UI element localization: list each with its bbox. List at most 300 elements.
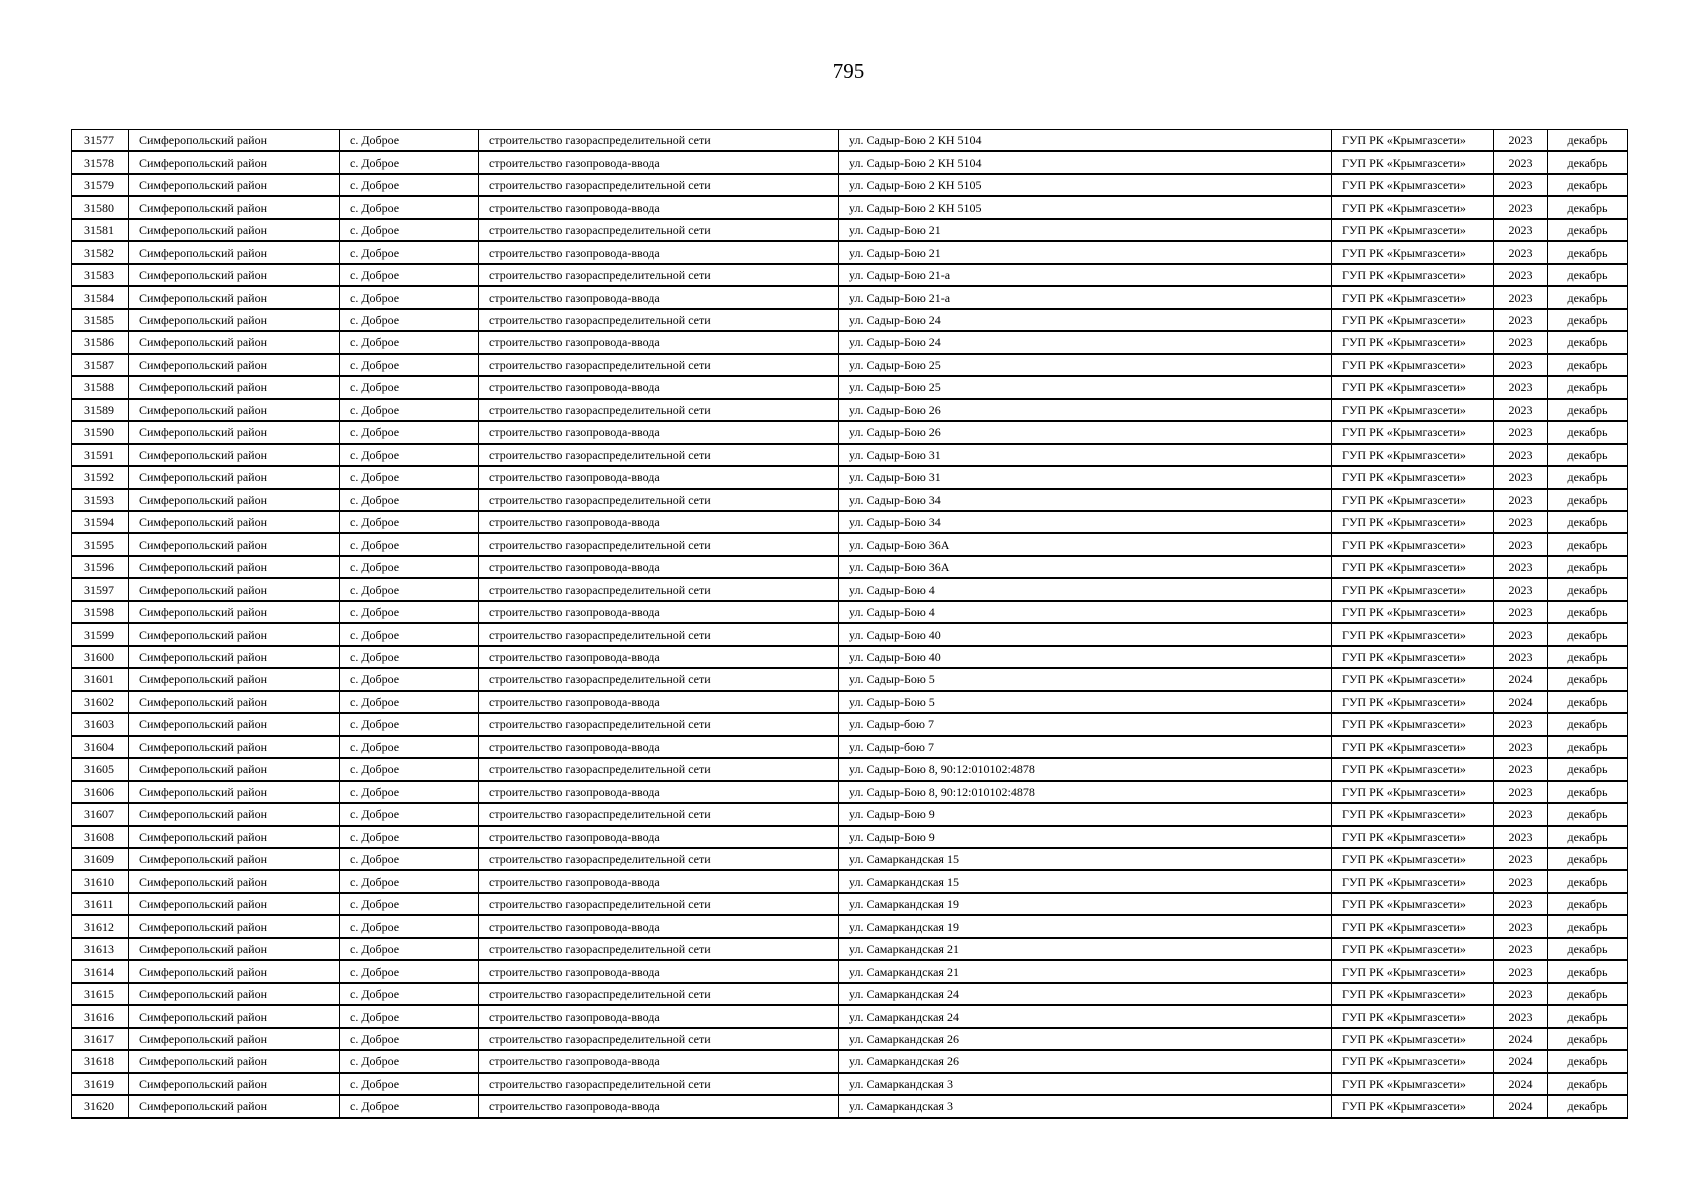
work-type-cell: строительство газопровода-ввода xyxy=(479,1050,839,1072)
row-number-cell: 31616 xyxy=(72,1005,129,1027)
organization-cell: ГУП РК «Крымгазсети» xyxy=(1332,960,1494,982)
organization-cell: ГУП РК «Крымгазсети» xyxy=(1332,1073,1494,1095)
locality-cell: с. Доброе xyxy=(340,601,479,623)
month-cell: декабрь xyxy=(1548,309,1628,331)
year-cell: 2024 xyxy=(1494,1028,1548,1050)
work-type-cell: строительство газопровода-ввода xyxy=(479,915,839,937)
organization-cell: ГУП РК «Крымгазсети» xyxy=(1332,915,1494,937)
district-cell: Симферопольский район xyxy=(129,421,340,443)
table-row xyxy=(72,1028,1628,1050)
work-type-cell: строительство газопровода-ввода xyxy=(479,960,839,982)
address-cell: ул. Садыр-Бою 2 КН 5105 xyxy=(839,174,1332,196)
district-cell: Симферопольский район xyxy=(129,556,340,578)
district-cell: Симферопольский район xyxy=(129,1050,340,1072)
work-type-cell: строительство газопровода-ввода xyxy=(479,511,839,533)
work-type-cell: строительство газораспределительной сети xyxy=(479,219,839,241)
work-type-cell: строительство газопровода-ввода xyxy=(479,286,839,308)
organization-cell: ГУП РК «Крымгазсети» xyxy=(1332,331,1494,353)
work-type-cell: строительство газопровода-ввода xyxy=(479,241,839,263)
locality-cell: с. Доброе xyxy=(340,130,479,152)
district-cell: Симферопольский район xyxy=(129,646,340,668)
row-number-cell: 31605 xyxy=(72,758,129,780)
year-cell: 2023 xyxy=(1494,781,1548,803)
district-cell: Симферопольский район xyxy=(129,915,340,937)
address-cell: ул. Самаркандская 3 xyxy=(839,1073,1332,1095)
row-number-cell: 31614 xyxy=(72,960,129,982)
locality-cell: с. Доброе xyxy=(340,915,479,937)
organization-cell: ГУП РК «Крымгазсети» xyxy=(1332,1028,1494,1050)
organization-cell: ГУП РК «Крымгазсети» xyxy=(1332,151,1494,173)
address-cell: ул. Садыр-Бою 26 xyxy=(839,421,1332,443)
district-cell: Симферопольский район xyxy=(129,196,340,218)
organization-cell: ГУП РК «Крымгазсети» xyxy=(1332,983,1494,1005)
district-cell: Симферопольский район xyxy=(129,466,340,488)
work-type-cell: строительство газопровода-ввода xyxy=(479,151,839,173)
work-type-cell: строительство газораспределительной сети xyxy=(479,309,839,331)
organization-cell: ГУП РК «Крымгазсети» xyxy=(1332,399,1494,421)
year-cell: 2024 xyxy=(1494,1073,1548,1095)
organization-cell: ГУП РК «Крымгазсети» xyxy=(1332,736,1494,758)
locality-cell: с. Доброе xyxy=(340,309,479,331)
district-cell: Симферопольский район xyxy=(129,1005,340,1027)
work-type-cell: строительство газопровода-ввода xyxy=(479,781,839,803)
district-cell: Симферопольский район xyxy=(129,803,340,825)
row-number-cell: 31595 xyxy=(72,533,129,555)
year-cell: 2024 xyxy=(1494,1095,1548,1117)
table-row xyxy=(72,623,1628,645)
month-cell: декабрь xyxy=(1548,264,1628,286)
table-row xyxy=(72,399,1628,421)
district-cell: Симферопольский район xyxy=(129,1095,340,1117)
locality-cell: с. Доброе xyxy=(340,960,479,982)
month-cell: декабрь xyxy=(1548,489,1628,511)
organization-cell: ГУП РК «Крымгазсети» xyxy=(1332,938,1494,960)
table-row xyxy=(72,646,1628,668)
locality-cell: с. Доброе xyxy=(340,174,479,196)
table-row xyxy=(72,915,1628,937)
address-cell: ул. Садыр-Бою 25 xyxy=(839,376,1332,398)
month-cell: декабрь xyxy=(1548,691,1628,713)
address-cell: ул. Садыр-Бою 5 xyxy=(839,668,1332,690)
table-row xyxy=(72,826,1628,848)
table-row xyxy=(72,174,1628,196)
address-cell: ул. Самаркандская 26 xyxy=(839,1050,1332,1072)
district-cell: Симферопольский район xyxy=(129,713,340,735)
work-type-cell: строительство газораспределительной сети xyxy=(479,758,839,780)
locality-cell: с. Доброе xyxy=(340,893,479,915)
year-cell: 2023 xyxy=(1494,130,1548,152)
year-cell: 2023 xyxy=(1494,309,1548,331)
address-cell: ул. Самаркандская 26 xyxy=(839,1028,1332,1050)
work-type-cell: строительство газораспределительной сети xyxy=(479,264,839,286)
locality-cell: с. Доброе xyxy=(340,376,479,398)
work-type-cell: строительство газораспределительной сети xyxy=(479,1073,839,1095)
row-number-cell: 31584 xyxy=(72,286,129,308)
row-number-cell: 31607 xyxy=(72,803,129,825)
row-number-cell: 31611 xyxy=(72,893,129,915)
locality-cell: с. Доброе xyxy=(340,578,479,600)
district-cell: Симферопольский район xyxy=(129,174,340,196)
address-cell: ул. Садыр-Бою 26 xyxy=(839,399,1332,421)
locality-cell: с. Доброе xyxy=(340,713,479,735)
month-cell: декабрь xyxy=(1548,668,1628,690)
year-cell: 2023 xyxy=(1494,601,1548,623)
month-cell: декабрь xyxy=(1548,646,1628,668)
organization-cell: ГУП РК «Крымгазсети» xyxy=(1332,803,1494,825)
organization-cell: ГУП РК «Крымгазсети» xyxy=(1332,713,1494,735)
organization-cell: ГУП РК «Крымгазсети» xyxy=(1332,601,1494,623)
year-cell: 2023 xyxy=(1494,578,1548,600)
address-cell: ул. Садыр-Бою 8, 90:12:010102:4878 xyxy=(839,781,1332,803)
year-cell: 2023 xyxy=(1494,241,1548,263)
month-cell: декабрь xyxy=(1548,1028,1628,1050)
address-cell: ул. Садыр-Бою 31 xyxy=(839,466,1332,488)
table-row xyxy=(72,421,1628,443)
address-cell: ул. Самаркандская 15 xyxy=(839,870,1332,892)
locality-cell: с. Доброе xyxy=(340,286,479,308)
month-cell: декабрь xyxy=(1548,736,1628,758)
year-cell: 2024 xyxy=(1494,1050,1548,1072)
work-type-cell: строительство газопровода-ввода xyxy=(479,1005,839,1027)
work-type-cell: строительство газопровода-ввода xyxy=(479,646,839,668)
work-type-cell: строительство газораспределительной сети xyxy=(479,533,839,555)
work-type-cell: строительство газораспределительной сети xyxy=(479,1028,839,1050)
locality-cell: с. Доброе xyxy=(340,646,479,668)
row-number-cell: 31598 xyxy=(72,601,129,623)
row-number-cell: 31585 xyxy=(72,309,129,331)
year-cell: 2023 xyxy=(1494,826,1548,848)
table-row xyxy=(72,938,1628,960)
month-cell: декабрь xyxy=(1548,758,1628,780)
work-type-cell: строительство газораспределительной сети xyxy=(479,130,839,152)
year-cell: 2023 xyxy=(1494,511,1548,533)
locality-cell: с. Доброе xyxy=(340,1095,479,1117)
month-cell: декабрь xyxy=(1548,826,1628,848)
row-number-cell: 31620 xyxy=(72,1095,129,1117)
table-row xyxy=(72,309,1628,331)
year-cell: 2023 xyxy=(1494,713,1548,735)
organization-cell: ГУП РК «Крымгазсети» xyxy=(1332,1050,1494,1072)
row-number-cell: 31603 xyxy=(72,713,129,735)
organization-cell: ГУП РК «Крымгазсети» xyxy=(1332,511,1494,533)
work-type-cell: строительство газопровода-ввода xyxy=(479,736,839,758)
month-cell: декабрь xyxy=(1548,421,1628,443)
district-cell: Симферопольский район xyxy=(129,354,340,376)
row-number-cell: 31581 xyxy=(72,219,129,241)
locality-cell: с. Доброе xyxy=(340,511,479,533)
district-cell: Симферопольский район xyxy=(129,130,340,152)
organization-cell: ГУП РК «Крымгазсети» xyxy=(1332,826,1494,848)
table-row xyxy=(72,219,1628,241)
row-number-cell: 31599 xyxy=(72,623,129,645)
locality-cell: с. Доброе xyxy=(340,1005,479,1027)
table-row xyxy=(72,601,1628,623)
organization-cell: ГУП РК «Крымгазсети» xyxy=(1332,1095,1494,1117)
year-cell: 2023 xyxy=(1494,870,1548,892)
work-type-cell: строительство газораспределительной сети xyxy=(479,668,839,690)
work-type-cell: строительство газопровода-ввода xyxy=(479,196,839,218)
month-cell: декабрь xyxy=(1548,241,1628,263)
district-cell: Симферопольский район xyxy=(129,848,340,870)
work-type-cell: строительство газораспределительной сети xyxy=(479,848,839,870)
locality-cell: с. Доброе xyxy=(340,421,479,443)
organization-cell: ГУП РК «Крымгазсети» xyxy=(1332,781,1494,803)
district-cell: Симферопольский район xyxy=(129,151,340,173)
address-cell: ул. Самаркандская 24 xyxy=(839,1005,1332,1027)
month-cell: декабрь xyxy=(1548,444,1628,466)
row-number-cell: 31618 xyxy=(72,1050,129,1072)
organization-cell: ГУП РК «Крымгазсети» xyxy=(1332,219,1494,241)
address-cell: ул. Садыр-Бою 24 xyxy=(839,309,1332,331)
district-cell: Симферопольский район xyxy=(129,938,340,960)
month-cell: декабрь xyxy=(1548,399,1628,421)
district-cell: Симферопольский район xyxy=(129,623,340,645)
address-cell: ул. Садыр-Бою 4 xyxy=(839,601,1332,623)
organization-cell: ГУП РК «Крымгазсети» xyxy=(1332,1005,1494,1027)
locality-cell: с. Доброе xyxy=(340,1073,479,1095)
row-number-cell: 31588 xyxy=(72,376,129,398)
address-cell: ул. Садыр-Бою 40 xyxy=(839,646,1332,668)
address-cell: ул. Садыр-Бою 21 xyxy=(839,241,1332,263)
district-cell: Симферопольский район xyxy=(129,444,340,466)
work-type-cell: строительство газопровода-ввода xyxy=(479,421,839,443)
address-cell: ул. Самаркандская 21 xyxy=(839,938,1332,960)
year-cell: 2024 xyxy=(1494,691,1548,713)
organization-cell: ГУП РК «Крымгазсети» xyxy=(1332,533,1494,555)
locality-cell: с. Доброе xyxy=(340,1028,479,1050)
organization-cell: ГУП РК «Крымгазсети» xyxy=(1332,466,1494,488)
address-cell: ул. Садыр-Бою 9 xyxy=(839,826,1332,848)
address-cell: ул. Садыр-Бою 2 КН 5104 xyxy=(839,151,1332,173)
year-cell: 2023 xyxy=(1494,893,1548,915)
work-type-cell: строительство газораспределительной сети xyxy=(479,354,839,376)
district-cell: Симферопольский район xyxy=(129,331,340,353)
address-cell: ул. Самаркандская 15 xyxy=(839,848,1332,870)
row-number-cell: 31617 xyxy=(72,1028,129,1050)
month-cell: декабрь xyxy=(1548,938,1628,960)
address-cell: ул. Садыр-бою 7 xyxy=(839,713,1332,735)
month-cell: декабрь xyxy=(1548,511,1628,533)
locality-cell: с. Доброе xyxy=(340,489,479,511)
table-row xyxy=(72,241,1628,263)
organization-cell: ГУП РК «Крымгазсети» xyxy=(1332,286,1494,308)
organization-cell: ГУП РК «Крымгазсети» xyxy=(1332,870,1494,892)
row-number-cell: 31600 xyxy=(72,646,129,668)
month-cell: декабрь xyxy=(1548,713,1628,735)
table-row xyxy=(72,151,1628,173)
address-cell: ул. Самаркандская 3 xyxy=(839,1095,1332,1117)
year-cell: 2023 xyxy=(1494,421,1548,443)
row-number-cell: 31602 xyxy=(72,691,129,713)
table-row xyxy=(72,489,1628,511)
district-cell: Симферопольский район xyxy=(129,533,340,555)
organization-cell: ГУП РК «Крымгазсети» xyxy=(1332,264,1494,286)
work-type-cell: строительство газопровода-ввода xyxy=(479,601,839,623)
district-cell: Симферопольский район xyxy=(129,601,340,623)
locality-cell: с. Доброе xyxy=(340,668,479,690)
table-row xyxy=(72,848,1628,870)
row-number-cell: 31580 xyxy=(72,196,129,218)
row-number-cell: 31596 xyxy=(72,556,129,578)
month-cell: декабрь xyxy=(1548,556,1628,578)
month-cell: декабрь xyxy=(1548,533,1628,555)
year-cell: 2023 xyxy=(1494,376,1548,398)
organization-cell: ГУП РК «Крымгазсети» xyxy=(1332,668,1494,690)
table-body xyxy=(72,130,1628,1118)
locality-cell: с. Доброе xyxy=(340,938,479,960)
district-cell: Симферопольский район xyxy=(129,309,340,331)
month-cell: декабрь xyxy=(1548,781,1628,803)
row-number-cell: 31582 xyxy=(72,241,129,263)
month-cell: декабрь xyxy=(1548,1073,1628,1095)
table-row xyxy=(72,758,1628,780)
address-cell: ул. Самаркандская 21 xyxy=(839,960,1332,982)
locality-cell: с. Доброе xyxy=(340,736,479,758)
month-cell: декабрь xyxy=(1548,286,1628,308)
row-number-cell: 31591 xyxy=(72,444,129,466)
work-type-cell: строительство газораспределительной сети xyxy=(479,578,839,600)
district-cell: Симферопольский район xyxy=(129,758,340,780)
table-row xyxy=(72,668,1628,690)
table-row xyxy=(72,511,1628,533)
month-cell: декабрь xyxy=(1548,623,1628,645)
row-number-cell: 31608 xyxy=(72,826,129,848)
row-number-cell: 31601 xyxy=(72,668,129,690)
table-row xyxy=(72,466,1628,488)
row-number-cell: 31579 xyxy=(72,174,129,196)
year-cell: 2023 xyxy=(1494,466,1548,488)
district-cell: Симферопольский район xyxy=(129,511,340,533)
year-cell: 2023 xyxy=(1494,1005,1548,1027)
table-row xyxy=(72,1005,1628,1027)
work-type-cell: строительство газораспределительной сети xyxy=(479,983,839,1005)
organization-cell: ГУП РК «Крымгазсети» xyxy=(1332,130,1494,152)
locality-cell: с. Доброе xyxy=(340,848,479,870)
locality-cell: с. Доброе xyxy=(340,870,479,892)
address-cell: ул. Садыр-Бою 34 xyxy=(839,511,1332,533)
year-cell: 2023 xyxy=(1494,151,1548,173)
organization-cell: ГУП РК «Крымгазсети» xyxy=(1332,489,1494,511)
work-type-cell: строительство газораспределительной сети xyxy=(479,399,839,421)
row-number-cell: 31586 xyxy=(72,331,129,353)
district-cell: Симферопольский район xyxy=(129,578,340,600)
row-number-cell: 31610 xyxy=(72,870,129,892)
register-table xyxy=(71,129,1628,1119)
organization-cell: ГУП РК «Крымгазсети» xyxy=(1332,376,1494,398)
district-cell: Симферопольский район xyxy=(129,826,340,848)
address-cell: ул. Садыр-Бою 25 xyxy=(839,354,1332,376)
locality-cell: с. Доброе xyxy=(340,399,479,421)
year-cell: 2023 xyxy=(1494,960,1548,982)
year-cell: 2023 xyxy=(1494,938,1548,960)
address-cell: ул. Садыр-Бою 36А xyxy=(839,533,1332,555)
district-cell: Симферопольский район xyxy=(129,489,340,511)
locality-cell: с. Доброе xyxy=(340,623,479,645)
work-type-cell: строительство газопровода-ввода xyxy=(479,466,839,488)
row-number-cell: 31577 xyxy=(72,130,129,152)
address-cell: ул. Садыр-Бою 2 КН 5104 xyxy=(839,130,1332,152)
address-cell: ул. Садыр-Бою 40 xyxy=(839,623,1332,645)
district-cell: Симферопольский район xyxy=(129,893,340,915)
work-type-cell: строительство газораспределительной сети xyxy=(479,489,839,511)
row-number-cell: 31613 xyxy=(72,938,129,960)
table-row xyxy=(72,736,1628,758)
locality-cell: с. Доброе xyxy=(340,983,479,1005)
month-cell: декабрь xyxy=(1548,196,1628,218)
work-type-cell: строительство газораспределительной сети xyxy=(479,938,839,960)
row-number-cell: 31578 xyxy=(72,151,129,173)
organization-cell: ГУП РК «Крымгазсети» xyxy=(1332,691,1494,713)
row-number-cell: 31619 xyxy=(72,1073,129,1095)
district-cell: Симферопольский район xyxy=(129,691,340,713)
year-cell: 2023 xyxy=(1494,803,1548,825)
work-type-cell: строительство газораспределительной сети xyxy=(479,713,839,735)
work-type-cell: строительство газопровода-ввода xyxy=(479,331,839,353)
month-cell: декабрь xyxy=(1548,376,1628,398)
month-cell: декабрь xyxy=(1548,219,1628,241)
year-cell: 2023 xyxy=(1494,533,1548,555)
organization-cell: ГУП РК «Крымгазсети» xyxy=(1332,646,1494,668)
locality-cell: с. Доброе xyxy=(340,533,479,555)
month-cell: декабрь xyxy=(1548,354,1628,376)
locality-cell: с. Доброе xyxy=(340,803,479,825)
table-row xyxy=(72,578,1628,600)
row-number-cell: 31589 xyxy=(72,399,129,421)
month-cell: декабрь xyxy=(1548,151,1628,173)
organization-cell: ГУП РК «Крымгазсети» xyxy=(1332,421,1494,443)
month-cell: декабрь xyxy=(1548,1005,1628,1027)
district-cell: Симферопольский район xyxy=(129,219,340,241)
address-cell: ул. Садыр-Бою 9 xyxy=(839,803,1332,825)
organization-cell: ГУП РК «Крымгазсети» xyxy=(1332,309,1494,331)
year-cell: 2023 xyxy=(1494,983,1548,1005)
month-cell: декабрь xyxy=(1548,331,1628,353)
month-cell: декабрь xyxy=(1548,1050,1628,1072)
organization-cell: ГУП РК «Крымгазсети» xyxy=(1332,578,1494,600)
month-cell: декабрь xyxy=(1548,601,1628,623)
month-cell: декабрь xyxy=(1548,130,1628,152)
locality-cell: с. Доброе xyxy=(340,264,479,286)
year-cell: 2023 xyxy=(1494,196,1548,218)
work-type-cell: строительство газораспределительной сети xyxy=(479,623,839,645)
row-number-cell: 31612 xyxy=(72,915,129,937)
table-row xyxy=(72,533,1628,555)
locality-cell: с. Доброе xyxy=(340,781,479,803)
year-cell: 2024 xyxy=(1494,668,1548,690)
table-row xyxy=(72,286,1628,308)
locality-cell: с. Доброе xyxy=(340,556,479,578)
district-cell: Симферопольский район xyxy=(129,399,340,421)
address-cell: ул. Садыр-Бою 36А xyxy=(839,556,1332,578)
table-row xyxy=(72,713,1628,735)
table-row xyxy=(72,983,1628,1005)
locality-cell: с. Доброе xyxy=(340,331,479,353)
month-cell: декабрь xyxy=(1548,893,1628,915)
table-row xyxy=(72,264,1628,286)
district-cell: Симферопольский район xyxy=(129,668,340,690)
table-row xyxy=(72,1095,1628,1117)
district-cell: Симферопольский район xyxy=(129,781,340,803)
address-cell: ул. Садыр-бою 7 xyxy=(839,736,1332,758)
district-cell: Симферопольский район xyxy=(129,870,340,892)
table-row xyxy=(72,196,1628,218)
address-cell: ул. Садыр-Бою 21-а xyxy=(839,286,1332,308)
month-cell: декабрь xyxy=(1548,174,1628,196)
locality-cell: с. Доброе xyxy=(340,444,479,466)
locality-cell: с. Доброе xyxy=(340,1050,479,1072)
organization-cell: ГУП РК «Крымгазсети» xyxy=(1332,174,1494,196)
address-cell: ул. Самаркандская 24 xyxy=(839,983,1332,1005)
